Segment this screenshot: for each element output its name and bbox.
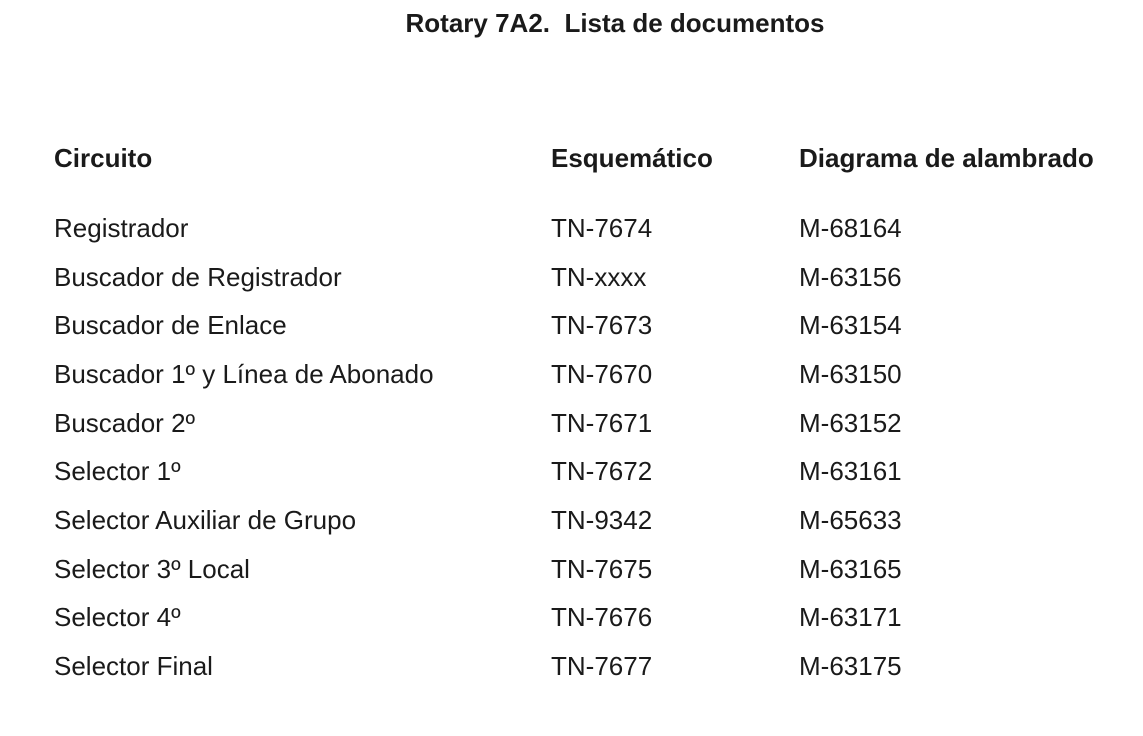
header-circuit: Circuito [54,142,153,173]
cell-wiring: M-63165 [799,553,902,584]
table-row [54,545,1129,594]
cell-wiring: M-63152 [799,407,902,438]
cell-circuit: Selector Final [54,651,213,682]
table-row [54,204,1129,253]
table-row [54,594,1129,643]
cell-schematic: TN-7671 [551,407,653,438]
cell-circuit: Selector 4º [54,602,181,633]
table-row [54,399,1129,448]
documents-table [54,138,1129,691]
cell-circuit: Buscador 1º y Línea de Abonado [54,358,434,389]
cell-wiring: M-63156 [799,261,902,292]
cell-wiring: M-63161 [799,456,902,487]
table-header [54,138,1129,204]
cell-wiring: M-65633 [799,504,902,535]
document-title: Rotary 7A2. Lista de documentos [405,8,825,38]
cell-circuit: Selector 3º Local [54,553,250,584]
cell-schematic: TN-7674 [551,212,653,243]
cell-schematic: TN-7673 [551,310,653,341]
header-schematic: Esquemático [551,142,713,173]
cell-schematic: TN-xxxx [551,261,647,292]
table-row [54,447,1129,496]
table-header-row [54,138,1129,204]
cell-circuit: Selector 1º [54,456,181,487]
cell-circuit: Registrador [54,212,189,243]
cell-schematic: TN-9342 [551,504,653,535]
header-wiring-diagram: Diagrama de alambrado [799,142,1094,173]
cell-wiring: M-63154 [799,310,902,341]
cell-circuit: Buscador 2º [54,407,196,438]
cell-schematic: TN-7677 [551,651,653,682]
cell-schematic: TN-7676 [551,602,653,633]
cell-circuit: Buscador de Enlace [54,310,287,341]
table-row [54,642,1129,691]
table-row [54,350,1129,399]
cell-circuit: Selector Auxiliar de Grupo [54,504,357,535]
cell-circuit: Buscador de Registrador [54,261,342,292]
table-row [54,496,1129,545]
cell-wiring: M-63150 [799,358,902,389]
cell-wiring: M-63171 [799,602,902,633]
table-row [54,253,1129,302]
cell-schematic: TN-7672 [551,456,653,487]
cell-schematic: TN-7675 [551,553,653,584]
cell-wiring: M-63175 [799,651,902,682]
table-body [54,204,1129,691]
cell-wiring: M-68164 [799,212,902,243]
cell-schematic: TN-7670 [551,358,653,389]
table-row [54,301,1129,350]
